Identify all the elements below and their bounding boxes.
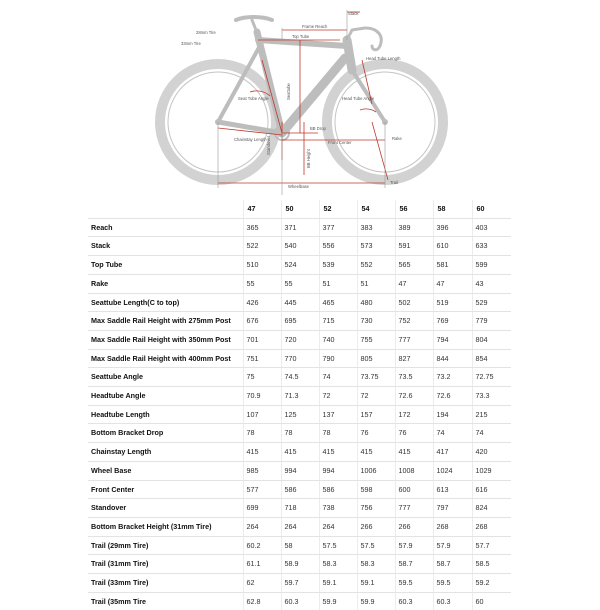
table-cell: 1024 bbox=[433, 461, 472, 480]
table-cell: 752 bbox=[395, 312, 433, 331]
label-chainstay-length: Chainstay Length bbox=[234, 137, 267, 142]
table-cell: 804 bbox=[472, 330, 511, 349]
table-cell: 75 bbox=[243, 368, 281, 387]
table-cell: 137 bbox=[319, 405, 357, 424]
table-cell: 1008 bbox=[395, 461, 433, 480]
table-cell: 720 bbox=[281, 330, 319, 349]
table-cell: 57.5 bbox=[357, 536, 395, 555]
table-row bbox=[88, 368, 511, 387]
table-cell: 59.1 bbox=[319, 574, 357, 593]
table-cell: 740 bbox=[319, 330, 357, 349]
label-front-center: Front Center bbox=[328, 140, 352, 145]
table-row bbox=[88, 461, 511, 480]
table-row bbox=[88, 312, 511, 331]
table-cell: 777 bbox=[395, 499, 433, 518]
table-cell: 751 bbox=[243, 349, 281, 368]
row-label: Trail (29mm Tire) bbox=[88, 536, 243, 555]
table-cell: 51 bbox=[319, 274, 357, 293]
table-cell: 57.9 bbox=[395, 536, 433, 555]
table-cell: 480 bbox=[357, 293, 395, 312]
table-cell: 415 bbox=[319, 443, 357, 462]
table-cell: 415 bbox=[395, 443, 433, 462]
table-cell: 417 bbox=[433, 443, 472, 462]
table-cell: 701 bbox=[243, 330, 281, 349]
table-cell: 266 bbox=[357, 517, 395, 536]
table-cell: 383 bbox=[357, 218, 395, 237]
table-cell: 264 bbox=[281, 517, 319, 536]
geometry-table-body bbox=[88, 218, 511, 610]
table-cell: 58.3 bbox=[357, 555, 395, 574]
table-cell: 770 bbox=[281, 349, 319, 368]
table-cell: 854 bbox=[472, 349, 511, 368]
size-header-row bbox=[88, 200, 511, 218]
table-cell: 539 bbox=[319, 256, 357, 275]
row-label: Bottom Bracket Drop bbox=[88, 424, 243, 443]
table-cell: 524 bbox=[281, 256, 319, 275]
table-cell: 157 bbox=[357, 405, 395, 424]
row-label: Rake bbox=[88, 274, 243, 293]
table-cell: 194 bbox=[433, 405, 472, 424]
table-cell: 586 bbox=[281, 480, 319, 499]
table-cell: 264 bbox=[243, 517, 281, 536]
row-label: Reach bbox=[88, 218, 243, 237]
table-row bbox=[88, 443, 511, 462]
row-label: Chainstay Length bbox=[88, 443, 243, 462]
table-cell: 586 bbox=[319, 480, 357, 499]
table-cell: 415 bbox=[281, 443, 319, 462]
table-cell: 78 bbox=[243, 424, 281, 443]
size-header: 47 bbox=[243, 200, 281, 218]
bike-diagram-svg bbox=[0, 0, 600, 200]
row-label: Wheel Base bbox=[88, 461, 243, 480]
table-cell: 790 bbox=[319, 349, 357, 368]
table-row bbox=[88, 237, 511, 256]
table-cell: 74 bbox=[319, 368, 357, 387]
table-cell: 777 bbox=[395, 330, 433, 349]
table-cell: 715 bbox=[319, 312, 357, 331]
table-cell: 565 bbox=[395, 256, 433, 275]
table-cell: 600 bbox=[395, 480, 433, 499]
table-row bbox=[88, 293, 511, 312]
table-cell: 985 bbox=[243, 461, 281, 480]
table-cell: 73.75 bbox=[357, 368, 395, 387]
table-cell: 58.3 bbox=[319, 555, 357, 574]
geometry-table bbox=[88, 200, 511, 610]
table-cell: 502 bbox=[395, 293, 433, 312]
table-cell: 827 bbox=[395, 349, 433, 368]
label-tire-rear: 33mm Tire bbox=[181, 41, 201, 46]
table-cell: 415 bbox=[243, 443, 281, 462]
table-cell: 610 bbox=[433, 237, 472, 256]
table-cell: 107 bbox=[243, 405, 281, 424]
row-label: Trail (33mm Tire) bbox=[88, 574, 243, 593]
table-row bbox=[88, 274, 511, 293]
table-cell: 62.8 bbox=[243, 592, 281, 610]
table-cell: 62 bbox=[243, 574, 281, 593]
table-cell: 365 bbox=[243, 218, 281, 237]
table-cell: 57.7 bbox=[472, 536, 511, 555]
table-cell: 755 bbox=[357, 330, 395, 349]
table-cell: 57.5 bbox=[319, 536, 357, 555]
table-row bbox=[88, 574, 511, 593]
table-cell: 61.1 bbox=[243, 555, 281, 574]
label-rake: Rake bbox=[392, 136, 402, 141]
table-cell: 805 bbox=[357, 349, 395, 368]
table-cell: 676 bbox=[243, 312, 281, 331]
table-row bbox=[88, 349, 511, 368]
table-cell: 72.75 bbox=[472, 368, 511, 387]
row-label: Standover bbox=[88, 499, 243, 518]
table-cell: 824 bbox=[472, 499, 511, 518]
table-cell: 633 bbox=[472, 237, 511, 256]
label-bb-drop: BB Drop bbox=[310, 126, 326, 131]
table-cell: 756 bbox=[357, 499, 395, 518]
label-bb-height: BB Height bbox=[306, 149, 311, 168]
table-cell: 51 bbox=[357, 274, 395, 293]
table-cell: 529 bbox=[472, 293, 511, 312]
table-cell: 76 bbox=[395, 424, 433, 443]
row-label: Headtube Angle bbox=[88, 387, 243, 406]
table-cell: 616 bbox=[472, 480, 511, 499]
label-stack: Stack bbox=[348, 11, 359, 16]
size-header: 50 bbox=[281, 200, 319, 218]
table-cell: 58.7 bbox=[395, 555, 433, 574]
table-cell: 1006 bbox=[357, 461, 395, 480]
table-cell: 74.5 bbox=[281, 368, 319, 387]
table-cell: 718 bbox=[281, 499, 319, 518]
size-header: 60 bbox=[472, 200, 511, 218]
table-cell: 59.2 bbox=[472, 574, 511, 593]
table-cell: 125 bbox=[281, 405, 319, 424]
label-tire-front: 28mm Tire bbox=[196, 30, 216, 35]
table-cell: 426 bbox=[243, 293, 281, 312]
table-cell: 522 bbox=[243, 237, 281, 256]
table-cell: 844 bbox=[433, 349, 472, 368]
table-row bbox=[88, 555, 511, 574]
table-cell: 73.2 bbox=[433, 368, 472, 387]
table-cell: 59.7 bbox=[281, 574, 319, 593]
table-cell: 738 bbox=[319, 499, 357, 518]
table-cell: 47 bbox=[395, 274, 433, 293]
table-cell: 779 bbox=[472, 312, 511, 331]
table-cell: 264 bbox=[319, 517, 357, 536]
table-cell: 59.9 bbox=[319, 592, 357, 610]
label-head-tube-angle: Head Tube Angle bbox=[342, 96, 375, 101]
table-cell: 613 bbox=[433, 480, 472, 499]
table-cell: 43 bbox=[472, 274, 511, 293]
table-cell: 55 bbox=[243, 274, 281, 293]
label-top-tube: Top Tube bbox=[292, 34, 310, 39]
table-cell: 396 bbox=[433, 218, 472, 237]
table-cell: 389 bbox=[395, 218, 433, 237]
geometry-diagram bbox=[0, 0, 600, 200]
label-seat-tube-angle: Seat Tube Angle bbox=[238, 96, 269, 101]
table-cell: 268 bbox=[433, 517, 472, 536]
table-cell: 72 bbox=[357, 387, 395, 406]
table-cell: 76 bbox=[357, 424, 395, 443]
size-header: 52 bbox=[319, 200, 357, 218]
row-label: Max Saddle Rail Height with 400mm Post bbox=[88, 349, 243, 368]
table-cell: 552 bbox=[357, 256, 395, 275]
label-frame-reach: Frame Reach bbox=[302, 24, 328, 29]
table-corner bbox=[88, 200, 243, 218]
table-cell: 70.9 bbox=[243, 387, 281, 406]
row-label: Bottom Bracket Height (31mm Tire) bbox=[88, 517, 243, 536]
table-cell: 215 bbox=[472, 405, 511, 424]
table-row bbox=[88, 480, 511, 499]
table-cell: 377 bbox=[319, 218, 357, 237]
size-header: 58 bbox=[433, 200, 472, 218]
row-label: Top Tube bbox=[88, 256, 243, 275]
table-cell: 577 bbox=[243, 480, 281, 499]
table-cell: 730 bbox=[357, 312, 395, 331]
table-cell: 58.7 bbox=[433, 555, 472, 574]
table-cell: 519 bbox=[433, 293, 472, 312]
table-row bbox=[88, 405, 511, 424]
table-cell: 59.5 bbox=[395, 574, 433, 593]
table-cell: 994 bbox=[319, 461, 357, 480]
table-row bbox=[88, 256, 511, 275]
table-cell: 695 bbox=[281, 312, 319, 331]
row-label: Seattube Length(C to top) bbox=[88, 293, 243, 312]
table-cell: 71.3 bbox=[281, 387, 319, 406]
table-cell: 794 bbox=[433, 330, 472, 349]
table-cell: 58.5 bbox=[472, 555, 511, 574]
table-cell: 72 bbox=[319, 387, 357, 406]
table-cell: 172 bbox=[395, 405, 433, 424]
row-label: Trail (31mm Tire) bbox=[88, 555, 243, 574]
table-cell: 60.3 bbox=[395, 592, 433, 610]
table-cell: 57.9 bbox=[433, 536, 472, 555]
table-row bbox=[88, 218, 511, 237]
table-row bbox=[88, 424, 511, 443]
row-label: Headtube Length bbox=[88, 405, 243, 424]
table-cell: 1029 bbox=[472, 461, 511, 480]
table-cell: 58 bbox=[281, 536, 319, 555]
table-row bbox=[88, 536, 511, 555]
table-cell: 465 bbox=[319, 293, 357, 312]
table-row bbox=[88, 330, 511, 349]
table-cell: 371 bbox=[281, 218, 319, 237]
table-row bbox=[88, 387, 511, 406]
size-header: 56 bbox=[395, 200, 433, 218]
row-label: Max Saddle Rail Height with 350mm Post bbox=[88, 330, 243, 349]
table-cell: 74 bbox=[472, 424, 511, 443]
table-cell: 403 bbox=[472, 218, 511, 237]
row-label: Trail (35mm Tire bbox=[91, 596, 146, 606]
table-cell: 78 bbox=[319, 424, 357, 443]
table-cell: 599 bbox=[472, 256, 511, 275]
table-cell: 994 bbox=[281, 461, 319, 480]
table-cell: 268 bbox=[472, 517, 511, 536]
label-trail: Trail bbox=[390, 180, 398, 185]
table-cell: 591 bbox=[395, 237, 433, 256]
table-cell: 581 bbox=[433, 256, 472, 275]
table-row bbox=[88, 592, 511, 610]
table-cell: 72.6 bbox=[433, 387, 472, 406]
label-standover: Standover bbox=[266, 135, 271, 155]
table-cell: 47 bbox=[433, 274, 472, 293]
table-cell: 59.9 bbox=[357, 592, 395, 610]
table-cell: 266 bbox=[395, 517, 433, 536]
table-cell: 797 bbox=[433, 499, 472, 518]
table-cell: 58.9 bbox=[281, 555, 319, 574]
row-label: Front Center bbox=[88, 480, 243, 499]
table-cell: 60 bbox=[472, 592, 511, 610]
table-cell: 59.1 bbox=[357, 574, 395, 593]
table-cell: 415 bbox=[357, 443, 395, 462]
size-header: 54 bbox=[357, 200, 395, 218]
table-cell: 573 bbox=[357, 237, 395, 256]
row-label: Stack bbox=[88, 237, 243, 256]
table-cell: 769 bbox=[433, 312, 472, 331]
table-cell: 60.3 bbox=[433, 592, 472, 610]
table-cell: 598 bbox=[357, 480, 395, 499]
table-cell: 510 bbox=[243, 256, 281, 275]
row-label: Max Saddle Rail Height with 275mm Post bbox=[88, 312, 243, 331]
table-cell: 72.6 bbox=[395, 387, 433, 406]
table-cell: 420 bbox=[472, 443, 511, 462]
table-cell: 60.3 bbox=[281, 592, 319, 610]
table-cell: 78 bbox=[281, 424, 319, 443]
table-cell: 699 bbox=[243, 499, 281, 518]
table-cell: 55 bbox=[281, 274, 319, 293]
table-cell: 73.3 bbox=[472, 387, 511, 406]
label-head-tube-length: Head Tube Length bbox=[366, 56, 401, 61]
label-wheelbase: Wheelbase bbox=[288, 184, 309, 189]
table-cell: 556 bbox=[319, 237, 357, 256]
table-row bbox=[88, 517, 511, 536]
table-cell: 73.5 bbox=[395, 368, 433, 387]
table-row bbox=[88, 499, 511, 518]
table-cell: 445 bbox=[281, 293, 319, 312]
label-seattube: Seattube bbox=[286, 83, 291, 100]
row-label: Seattube Angle bbox=[88, 368, 243, 387]
table-cell: 540 bbox=[281, 237, 319, 256]
table-cell: 74 bbox=[433, 424, 472, 443]
table-cell: 59.5 bbox=[433, 574, 472, 593]
table-cell: 60.2 bbox=[243, 536, 281, 555]
